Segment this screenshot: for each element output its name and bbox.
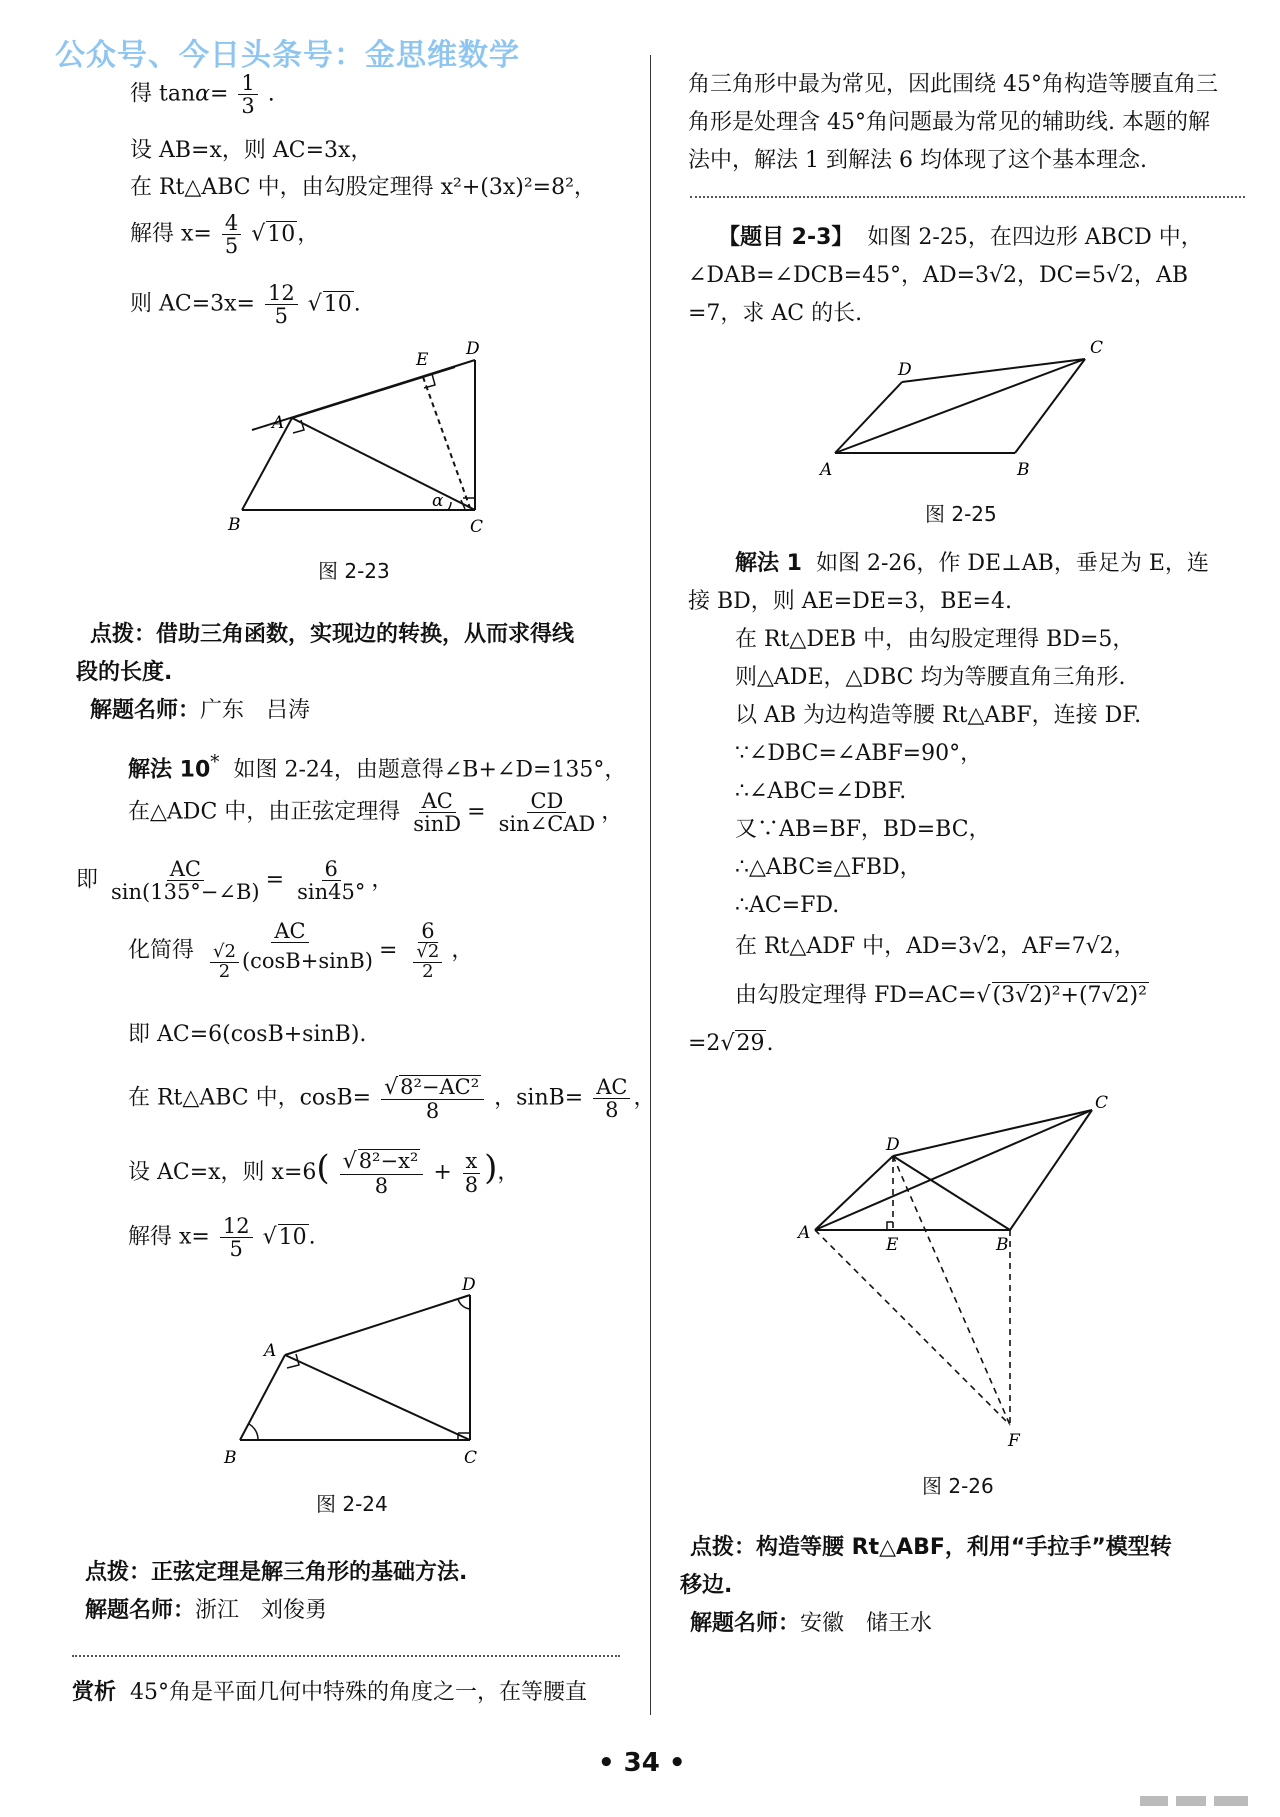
fig23-label-a: A [272, 413, 285, 433]
step-6: ∵∠DBC=∠ABF=90°， [735, 741, 983, 766]
tip2: 点拨：正弦定理是解三角形的基础方法. [85, 1560, 468, 1585]
appreciation-line: 赏析 45°角是平面几何中特殊的角度之一，在等腰直 [72, 1680, 588, 1705]
step-11: 在 Rt△ADF 中，AD=3√2，AF=7√2， [735, 934, 1136, 959]
appr-cont-2: 角形是处理含 45°角问题最为常见的辅助线. 本题的解 [688, 110, 1210, 135]
fig23-label-b: B [228, 515, 241, 535]
fig26-label-a: A [798, 1223, 811, 1243]
fig24-label-b: B [224, 1448, 237, 1468]
fig26-label-e: E [886, 1235, 899, 1255]
step-12: 由勾股定理得 FD=AC=√(3√2)²+(7√2)² [735, 983, 1147, 1008]
fig26-label-f: F [1008, 1431, 1020, 1450]
step-9: ∴△ABC≌△FBD， [735, 855, 922, 880]
figure-2-25 [810, 335, 1110, 485]
tip1-line2: 段的长度. [76, 660, 173, 685]
sol10-line: 解法 10* 如图 2-24，由题意得∠B+∠D=135°， [128, 752, 627, 783]
solve-x-line: 解得 x= $\frac{4}{5}$ √10， [130, 211, 320, 259]
figure-2-26 [790, 1090, 1130, 1450]
set-ab-line: 设 AB=x，则 AC=3x， [130, 138, 373, 163]
footer-mark-1 [1140, 1796, 1168, 1806]
footer-mark-3 [1214, 1796, 1248, 1806]
step-8: 又∵AB=BF，BD=BC， [735, 817, 991, 842]
step-3: 在 Rt△DEB 中，由勾股定理得 BD=5， [735, 627, 1135, 652]
fig26-label-d: D [886, 1135, 900, 1155]
teacher3: 解题名师：安徽 储王水 [690, 1611, 933, 1636]
teacher1: 解题名师：广东 吕涛 [90, 698, 311, 723]
fig25-caption: 图 2-25 [925, 502, 997, 526]
fig24-caption: 图 2-24 [316, 1492, 388, 1516]
ie-line: 即 $\frac{AC}{\sin(135^\circ-\angle B)}$ = $\frac{6}{\sin 45^\circ}$ ， [76, 857, 394, 905]
fig24-label-c: C [464, 1448, 478, 1468]
watermark: 公众号、今日头条号：金思维数学 [55, 38, 520, 73]
tip3-line2: 移边. [680, 1573, 733, 1598]
problem-line2: ∠DAB=∠DCB=45°，AD=3√2，DC=5√2，AB [688, 263, 1189, 288]
fig23-label-alpha: α [432, 491, 444, 511]
set-x-line: 设 AC=x，则 x=6( $\frac{\text{√8²−x²}}{8}$ + $\frac{x}{8}$ )， [128, 1148, 520, 1198]
problem-line1: 【题目 2-3】 如图 2-25，在四边形 ABCD 中， [718, 225, 1203, 250]
pythag-line: 在 Rt△ABC 中，由勾股定理得 x²+(3x)²=8²， [130, 175, 596, 200]
fig23-label-c: C [470, 517, 484, 537]
figure-2-23 [220, 340, 490, 540]
tan-line: 得 tanα= $\frac{1}{3}$ . [130, 71, 275, 119]
fig25-label-b: B [1017, 460, 1030, 480]
step-7: ∴∠ABC=∠DBF. [735, 779, 907, 804]
fig24-label-d: D [462, 1275, 476, 1295]
ac-line: 则 AC=3x= $\frac{12}{5}$ √10. [130, 281, 361, 329]
fig25-label-a: A [820, 460, 833, 480]
law-of-sines-line: 在△ADC 中，由正弦定理得 $\frac{AC}{\sin D}$ = $\frac{CD}{\text{sin∠CAD}}$ ， [128, 789, 624, 837]
fig24-label-a: A [264, 1341, 277, 1361]
fig26-label-c: C [1095, 1093, 1109, 1113]
left-dotted-divider [72, 1655, 620, 1657]
problem-line3: =7，求 AC 的长. [688, 301, 863, 326]
sol1-line2: 接 BD，则 AE=DE=3，BE=4. [688, 589, 1012, 614]
appr-cont-3: 法中，解法 1 到解法 6 均体现了这个基本理念. [688, 148, 1147, 173]
figure-2-24 [220, 1270, 490, 1470]
tip3-line1: 点拨：构造等腰 Rt△ABF，利用“手拉手”模型转 [690, 1535, 1172, 1560]
fig26-caption: 图 2-26 [922, 1474, 994, 1498]
fig23-label-d: D [466, 340, 480, 359]
fig25-label-c: C [1090, 338, 1104, 358]
teacher2: 解题名师：浙江 刘俊勇 [85, 1598, 328, 1623]
fig23-label-e: E [416, 350, 429, 370]
page-number: • 34 • [598, 1748, 686, 1778]
fig23-caption: 图 2-23 [318, 559, 390, 583]
appr-cont-1: 角三角形中最为常见，因此围绕 45°角构造等腰直角三 [688, 72, 1218, 97]
step-13: =2√29. [688, 1031, 774, 1056]
sol1-line1: 解法 1 如图 2-26，作 DE⊥AB，垂足为 E，连 [735, 551, 1209, 576]
right-dotted-divider [690, 196, 1245, 198]
fig26-label-b: B [996, 1235, 1009, 1255]
cos-sin-line: 在 Rt△ABC 中，cosB= $\frac{\text{√8²−AC²}}{8}$ ，sinB= $\frac{AC}{8}$ ， [128, 1075, 656, 1124]
step-10: ∴AC=FD. [735, 893, 840, 918]
step-4: 则△ADE，△DBC 均为等腰直角三角形. [735, 665, 1126, 690]
ac-cos-sin-line: 即 AC=6(cosB+sinB). [128, 1022, 367, 1047]
result-line: 解得 x= $\frac{12}{5}$ √10. [128, 1214, 316, 1262]
tip1-line1: 点拨：借助三角函数，实现边的转换，从而求得线 [90, 622, 575, 647]
simplify-line: 化简得 AC $\frac{√2}{2}$ (cosB+sinB) = $\frac{6}{\frac{√2}{2}}$ ， [128, 919, 474, 982]
fig25-label-d: D [898, 360, 912, 380]
step-5: 以 AB 为边构造等腰 Rt△ABF，连接 DF. [735, 703, 1142, 728]
footer-mark-2 [1176, 1796, 1206, 1806]
column-separator [650, 55, 651, 1715]
